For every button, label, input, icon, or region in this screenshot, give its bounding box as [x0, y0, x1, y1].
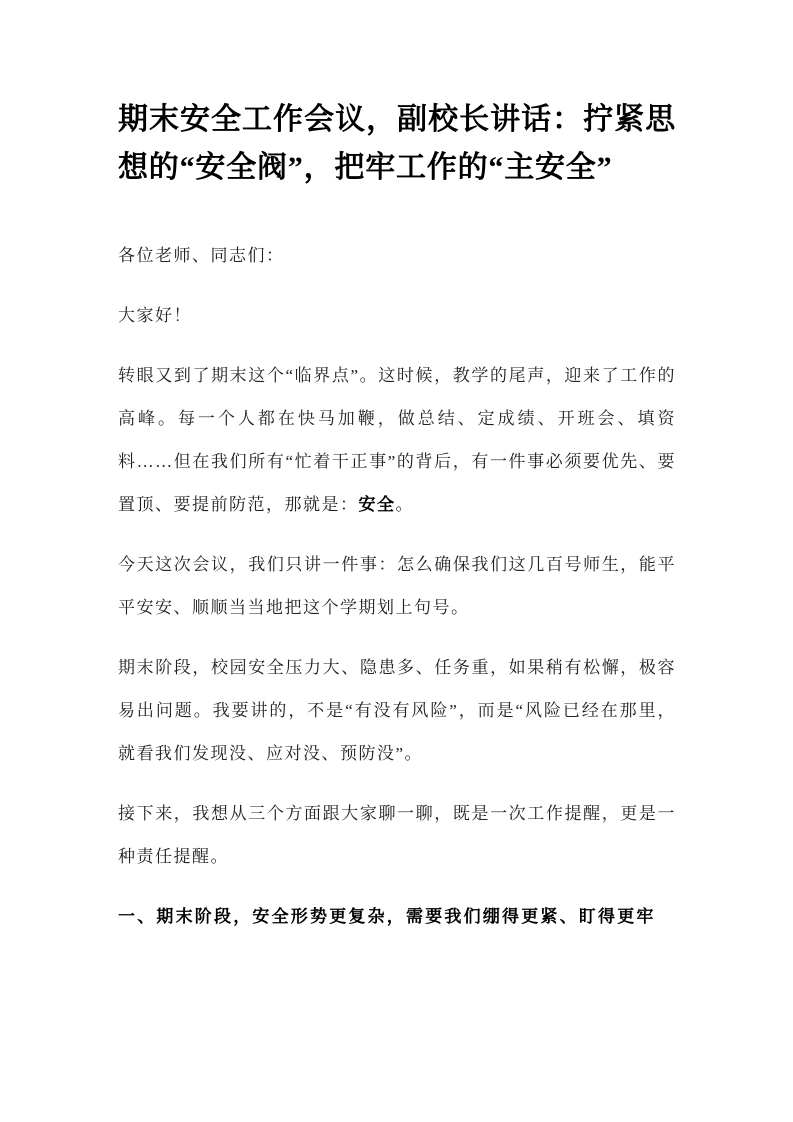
text-run: 接下来，我想从三个方面跟大家聊一聊，既是一次工作提醒，更是一种责任提醒。: [118, 804, 676, 866]
paragraph: [118, 234, 676, 277]
text-run: 今天这次会议，我们只讲一件事：怎么确保我们这几百号师生，能平平安安、顺顺当当地把这个学期划上句号。: [118, 555, 676, 617]
document-title: 期末安全工作会议，副校长讲话：拧紧思想的“安全阀”，把牢工作的“主安全”: [118, 103, 676, 184]
paragraph: [118, 646, 676, 775]
paragraph: [118, 354, 676, 526]
bold-text-run: 安全: [358, 495, 396, 514]
text-run: 。: [395, 495, 414, 514]
paragraph: [118, 792, 676, 878]
text-run: 大家好！: [118, 306, 192, 325]
text-run: 一、期末阶段，安全形势更复杂，需要我们绷得更紧、盯得更牢: [118, 907, 656, 926]
paragraph: [118, 543, 676, 629]
paragraph: [118, 294, 676, 337]
section-heading: [118, 895, 676, 938]
text-run: 期末阶段，校园安全压力大、隐患多、任务重，如果稍有松懈，极容易出问题。我要讲的，不是“有没有风险”，而是“风险已经在那里，就看我们发现没、应对没、预防没”。: [118, 658, 676, 763]
text-run: 各位老师、同志们：: [118, 246, 285, 265]
document-content: [118, 96, 676, 955]
document-body: [118, 234, 676, 938]
text-run: 转眼又到了期末这个“临界点”。这时候，教学的尾声，迎来了工作的高峰。每一个人都在快马加鞭，做总结、定成绩、开班会、填资料……但在我们所有“忙着干正事”的背后，有一件事必须要优先、要置顶、要提前防范，那就是：: [118, 366, 676, 514]
